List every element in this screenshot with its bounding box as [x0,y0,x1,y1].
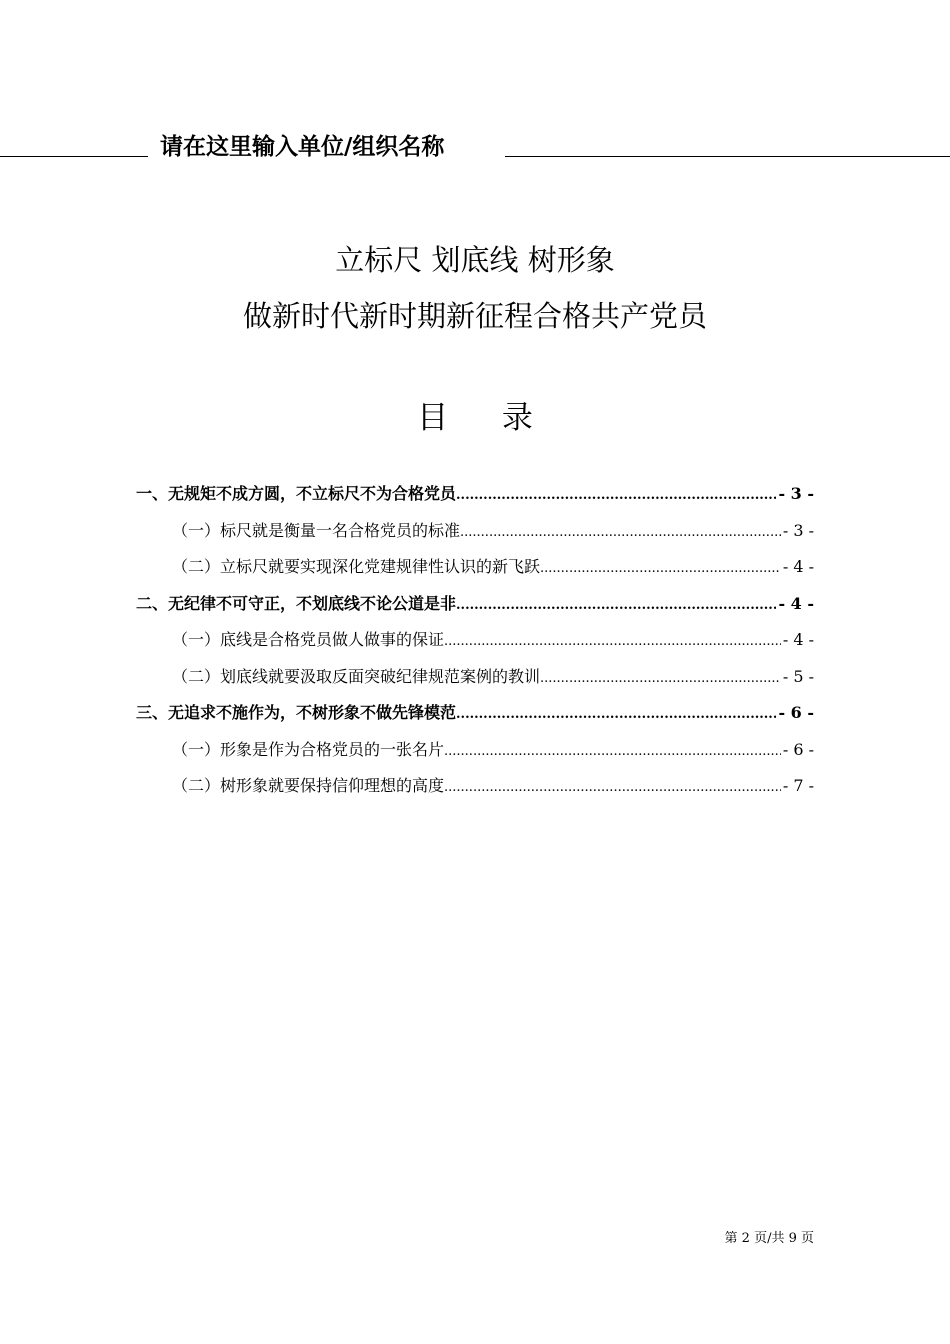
toc-entry-text: 一、无规矩不成方圆，不立标尺不为合格党员 [136,484,457,503]
toc-entry-text: （一）底线是合格党员做人做事的保证 [172,630,445,649]
toc-leader-dots [456,590,776,622]
toc-leader-dots [456,480,776,512]
toc-entry-text: 二、无纪律不可守正，不划底线不论公道是非 [136,593,457,613]
organization-name-placeholder[interactable]: 请在这里输入单位/组织名称 [160,134,445,160]
header-rule-right [505,156,950,157]
toc-leader-dots [444,736,781,768]
toc-leader-dots [460,517,781,549]
toc-entry-page: - 6 - [778,703,814,722]
toc-entry-page: - 6 - [782,739,814,759]
toc-entry-page: - 4 - [782,630,814,649]
toc-entry-text: （二）立标尺就要实现深化党建规律性认识的新飞跃 [172,557,541,576]
toc-entry-section-3-1[interactable] [136,734,814,771]
toc-entry-section-2-1[interactable] [136,624,814,661]
toc-entry-section-1-2[interactable] [136,551,814,588]
toc-entry-section-2[interactable] [136,588,814,625]
toc-leader-dots [444,772,781,804]
header-rule-left [0,156,148,157]
document-title-line-2: 做新时代新时期新征程合格共产党员 [242,299,707,333]
toc-entry-section-2-2[interactable] [136,661,814,698]
toc-entry-section-1[interactable] [136,478,814,515]
toc-heading: 目 录 [417,400,555,436]
page-number-footer: 第 2 页/共 9 页 [724,1231,814,1246]
toc-entry-text: （一）标尺就是衡量一名合格党员的标准 [172,520,461,540]
document-title-line-1: 立标尺 划底线 树形象 [335,243,615,277]
toc-entry-section-1-1[interactable] [136,515,814,552]
table-of-contents [136,478,814,807]
toc-entry-section-3-2[interactable] [136,770,814,807]
toc-leader-dots [540,553,781,585]
toc-entry-page: - 7 - [782,776,814,795]
toc-leader-dots [540,663,781,695]
toc-entry-text: 三、无追求不施作为，不树形象不做先锋模范 [136,703,457,722]
toc-entry-section-3[interactable] [136,697,814,734]
toc-leader-dots [456,699,776,731]
toc-entry-text: （二）树形象就要保持信仰理想的高度 [172,776,445,795]
toc-entry-page: - 3 - [782,520,814,540]
toc-entry-page: - 3 - [778,484,814,503]
toc-leader-dots [444,626,781,658]
organization-header [0,130,950,166]
toc-entry-page: - 4 - [782,557,814,576]
toc-entry-page: - 5 - [782,666,814,686]
toc-entry-page: - 4 - [778,593,814,613]
toc-entry-text: （二）划底线就要汲取反面突破纪律规范案例的教训 [172,666,541,686]
toc-entry-text: （一）形象是作为合格党员的一张名片 [172,739,445,759]
